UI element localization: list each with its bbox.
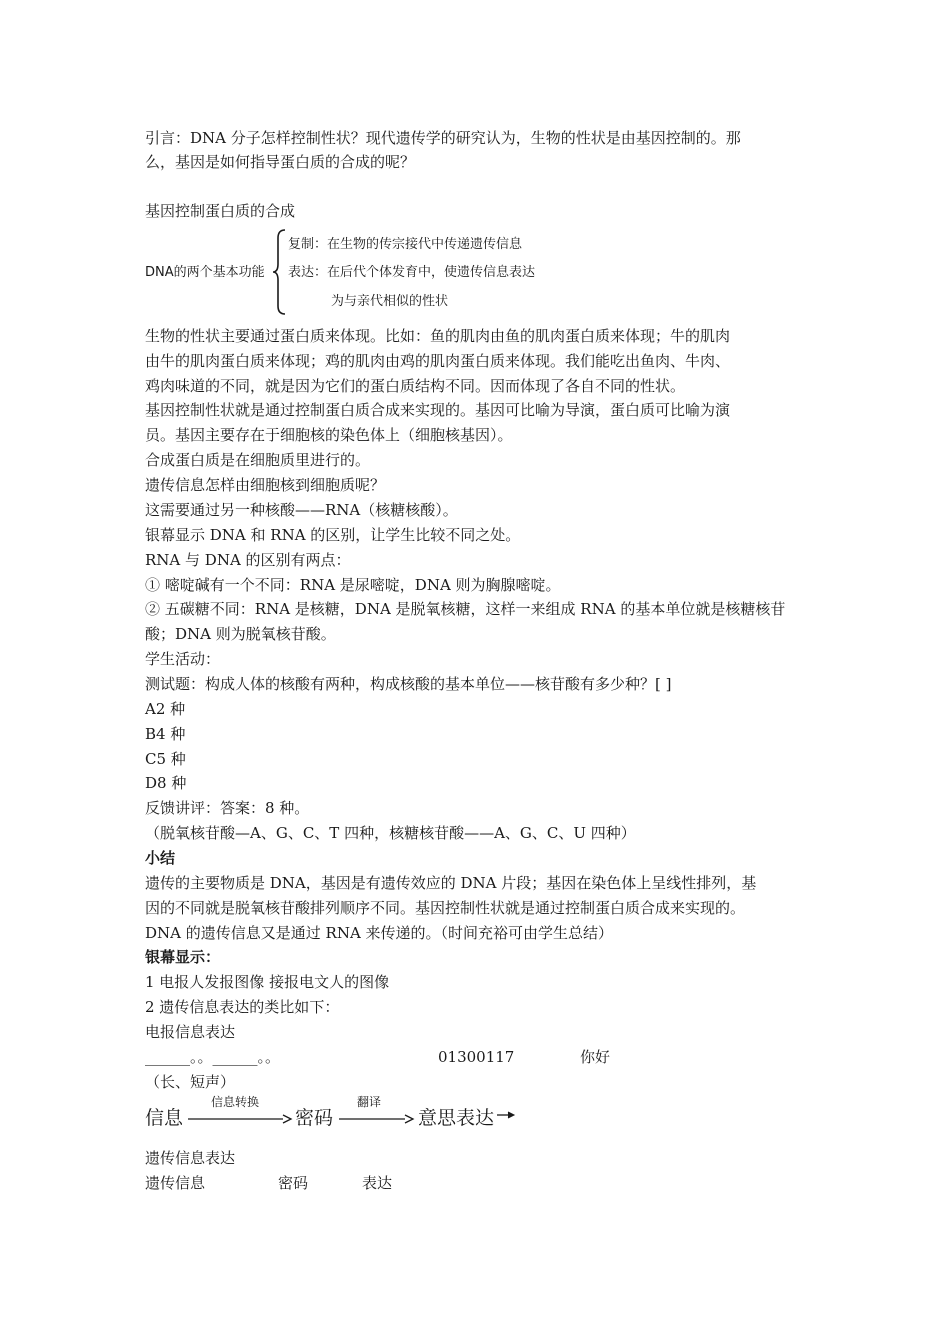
dna-functions-diagram <box>145 228 585 316</box>
flow-node-code: 密码 <box>295 1107 334 1129</box>
section-title: 基因控制蛋白质的合成 <box>145 202 296 220</box>
information-flow-diagram <box>145 1093 545 1133</box>
intro-line-2: 么，基因是如何指导蛋白质的合成的呢？ <box>145 153 416 171</box>
body-line: 遗传信息怎样由细胞核到细胞质呢？ <box>145 476 386 494</box>
body-line: ① 嘧啶碱有一个不同：RNA 是尿嘧啶，DNA 则为胸腺嘧啶。 <box>145 576 561 594</box>
summary-line: DNA 的遗传信息又是通过 RNA 来传递的。（时间充裕可由学生总结） <box>145 924 614 942</box>
flow-arrow-label-convert: 信息转换 <box>211 1095 260 1109</box>
quiz-option-c: C5 种 <box>145 750 186 768</box>
body-line: 基因控制性状就是通过控制蛋白质合成来实现的。基因可比喻为导演，蛋白质可比喻为演 <box>145 401 731 419</box>
flow-arrow-label-translate: 翻译 <box>357 1095 382 1109</box>
screen-line-5: （长、短声） <box>145 1073 236 1091</box>
function-expression-cont: 为与亲代相似的性状 <box>331 294 449 309</box>
flow-node-information: 信息 <box>145 1107 184 1129</box>
body-line: 生物的性状主要通过蛋白质来体现。比如：鱼的肌肉由鱼的肌肉蛋白质来体现；牛的肌肉 <box>145 327 731 345</box>
body-line: 员。基因主要存在于细胞核的染色体上（细胞核基因）。 <box>145 426 513 444</box>
body-line: 鸡肉味道的不同，就是因为它们的蛋白质结构不同。因而体现了各自不同的性状。 <box>145 377 686 395</box>
dna-functions-label: DNA的两个基本功能 <box>145 265 265 280</box>
telegraph-signal: ______。。______。。 <box>145 1048 281 1066</box>
summary-heading: 小结 <box>145 849 176 867</box>
flow-node-meaning: 意思表达 <box>418 1107 495 1129</box>
quiz-feedback-detail: （脱氧核苷酸—A、G、C、T 四种，核糖核苷酸——A、G、C、U 四种） <box>145 824 636 842</box>
genetic-info: 遗传信息 <box>145 1174 206 1192</box>
body-line: ② 五碳糖不同：RNA 是核糖，DNA 是脱氧核糖，这样一来组成 RNA 的基本单位就是核糖核苷 <box>145 600 786 618</box>
telegraph-meaning: 你好 <box>580 1048 611 1066</box>
function-replication: 复制：在生物的传宗接代中传递遗传信息 <box>288 237 523 252</box>
genetic-title: 遗传信息表达 <box>145 1149 236 1167</box>
genetic-code: 密码 <box>278 1174 309 1192</box>
telegraph-code: 01300117 <box>438 1048 515 1066</box>
body-line: RNA 与 DNA 的区别有两点： <box>145 551 351 569</box>
quiz-question: 测试题：构成人体的核酸有两种，构成核酸的基本单位——核苷酸有多少种？[ ] <box>145 675 672 693</box>
quiz-feedback: 反馈讲评：答案：8 种。 <box>145 799 310 817</box>
curly-brace-icon <box>273 228 287 316</box>
function-expression: 表达：在后代个体发育中，使遗传信息表达 <box>288 265 536 280</box>
body-line: 银幕显示 DNA 和 RNA 的区别，让学生比较不同之处。 <box>145 526 521 544</box>
summary-line: 因的不同就是脱氧核苷酸排列顺序不同。基因控制性状就是通过控制蛋白质合成来实现的。 <box>145 899 746 917</box>
screen-line-3: 电报信息表达 <box>145 1023 236 1041</box>
body-line: 由牛的肌肉蛋白质来体现；鸡的肌肉由鸡的肌肉蛋白质来体现。我们能吃出鱼肉、牛肉、 <box>145 352 731 370</box>
body-line: 合成蛋白质是在细胞质里进行的。 <box>145 451 371 469</box>
body-line: 酸；DNA 则为脱氧核苷酸。 <box>145 625 336 643</box>
body-line: 学生活动： <box>145 650 221 668</box>
intro-line-1: 引言：DNA 分子怎样控制性状？现代遗传学的研究认为，生物的性状是由基因控制的。那 <box>145 129 741 147</box>
summary-line: 遗传的主要物质是 DNA，基因是有遗传效应的 DNA 片段；基因在染色体上呈线性排列，基 <box>145 874 757 892</box>
body-line: 这需要通过另一种核酸——RNA（核糖核酸）。 <box>145 501 458 519</box>
quiz-option-d: D8 种 <box>145 774 187 792</box>
screen-line-1: 1 电报人发报图像 接报电文人的图像 <box>145 973 390 991</box>
quiz-option-b: B4 种 <box>145 725 186 743</box>
screen-heading: 银幕显示： <box>145 948 221 966</box>
screen-line-2: 2 遗传信息表达的类比如下： <box>145 998 340 1016</box>
genetic-expression: 表达 <box>362 1174 393 1192</box>
quiz-option-a: A2 种 <box>145 700 186 718</box>
